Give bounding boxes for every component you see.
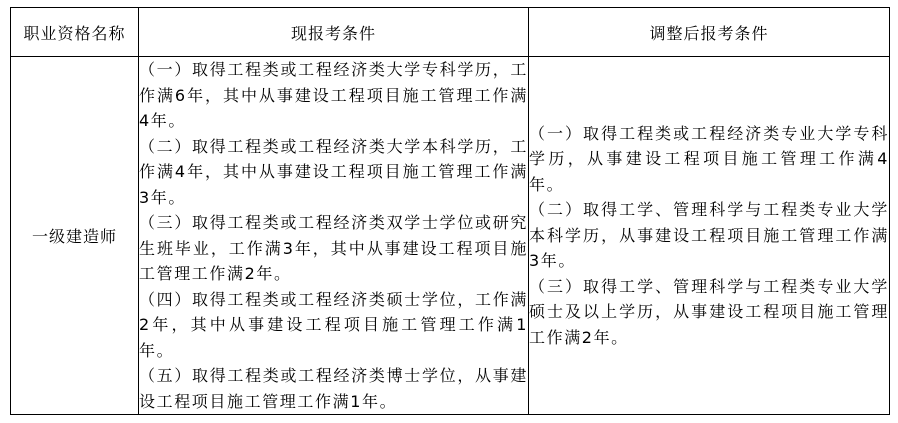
table-header-row [11,8,890,57]
adjusted-condition-item: （三）取得工学、管理科学与工程类专业大学硕士及以上学历，从事建设工程项目施工管理工作满2年。 [529,276,889,347]
qualification-name-cell: 一级建造师 [11,57,139,415]
adjusted-condition-item: （二）取得工学、管理科学与工程类专业大学本科学历，从事建设工程项目施工管理工作满3年。 [529,200,889,271]
current-condition-item: （一）取得工程类或工程经济类大学专科学历，工作满6年，其中从事建设工程项目施工管理工作满4年。 [139,60,528,130]
header-qualification-name: 职业资格名称 [11,8,139,57]
current-condition-item: （四）取得工程类或工程经济类硕士学位，工作满2年，其中从事建设工程项目施工管理工作满1年。 [139,289,528,360]
requirements-table-wrapper [10,7,890,415]
adjusted-condition-item: （一）取得工程类或工程经济类专业大学专科学历，从事建设工程项目施工管理工作满4年。 [529,123,889,194]
current-condition-item: （三）取得工程类或工程经济类双学士学位或研究生班毕业，工作满3年，其中从事建设工程项目施工管理工作满2年。 [139,213,528,283]
header-adjusted-conditions: 调整后报考条件 [529,8,890,57]
current-conditions-cell [139,57,529,415]
current-condition-item: （五）取得工程类或工程经济类博士学位，从事建设工程项目施工管理工作满1年。 [139,366,528,411]
header-current-conditions: 现报考条件 [139,8,529,57]
requirements-table [10,7,890,415]
adjusted-conditions-cell [529,57,890,415]
table-row [11,57,890,415]
current-condition-item: （二）取得工程类或工程经济类大学本科学历，工作满4年，其中从事建设工程项目施工管理工作满3年。 [139,136,528,207]
